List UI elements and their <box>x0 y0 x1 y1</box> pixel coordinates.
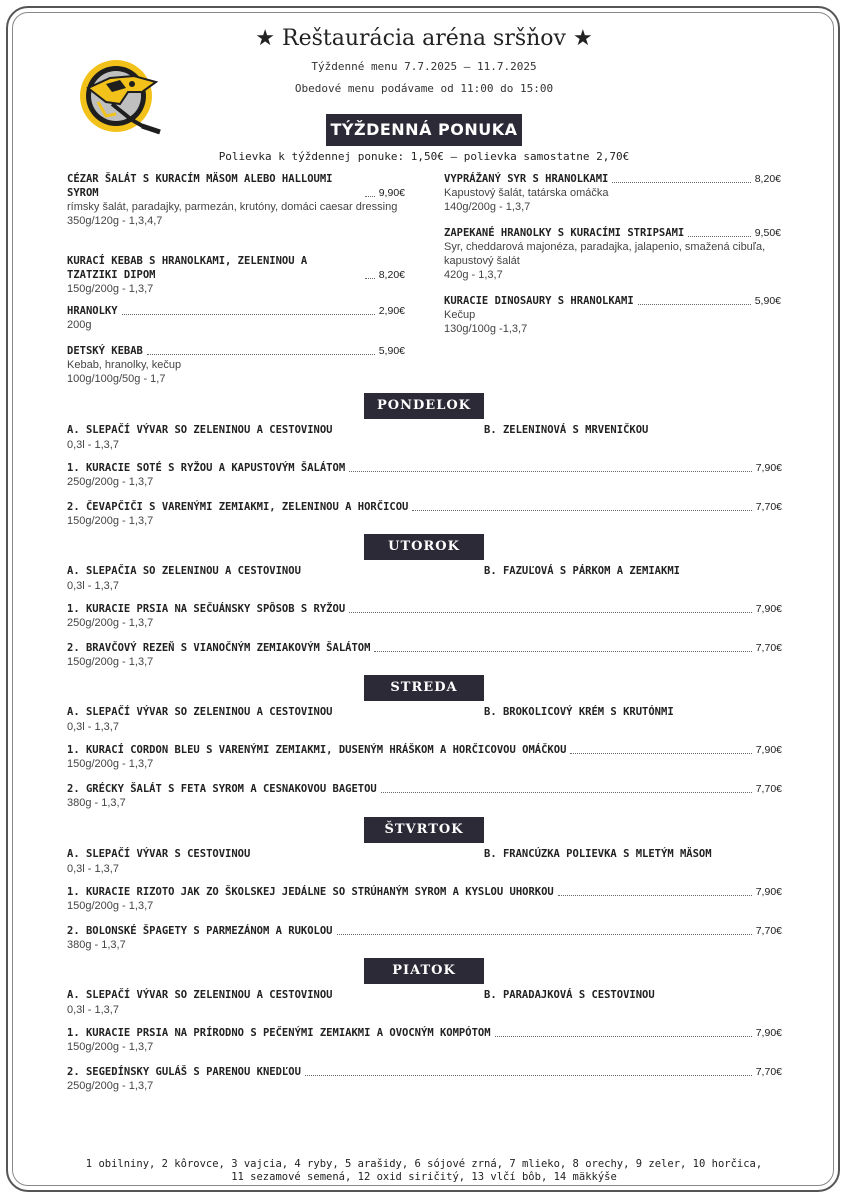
dot-leader <box>349 471 752 472</box>
menu-item-name: 2. BOLONSKÉ ŠPAGETY S PARMEZÁNOM A RUKOLOU <box>67 925 333 937</box>
menu-item-weight: 350g/120g - 1,3,4,7 <box>67 215 163 227</box>
week-range: Týždenné menu 7.7.2025 – 11.7.2025 <box>311 60 537 73</box>
menu-item-weight: 420g - 1,3,7 <box>444 269 503 281</box>
menu-item-header <box>67 1065 782 1079</box>
menu-item-header <box>444 226 781 240</box>
menu-item <box>67 885 782 913</box>
dot-leader <box>147 354 375 355</box>
menu-item-name: 2. BRAVČOVÝ REZEŇ S VIANOČNÝM ZEMIAKOVÝM ŠALÁTOM <box>67 642 371 654</box>
dot-leader <box>305 1075 752 1076</box>
menu-item-header <box>67 924 782 938</box>
menu-item <box>67 782 782 810</box>
menu-item-name: 1. KURACIE PRSIA NA SEČUÁNSKY SPÔSOB S RYŽOU <box>67 603 346 615</box>
menu-item-price: 7,70€ <box>755 783 782 795</box>
menu-item-weight: 150g/200g - 1,3,7 <box>67 900 154 912</box>
menu-item-weight: 150g/200g - 1,3,7 <box>67 283 154 295</box>
day-banner: STREDA <box>364 675 484 701</box>
menu-item-weight: 250g/200g - 1,3,7 <box>67 617 154 629</box>
menu-item <box>67 172 405 228</box>
menu-item-name: KURACÍ KEBAB S HRANOLKAMI, ZELENINOU A TZATZIKI DIPOM <box>67 255 308 281</box>
page-title: ★ Reštaurácia aréna sršňov ★ <box>255 26 593 51</box>
menu-item-price: 7,90€ <box>755 462 782 474</box>
menu-item-header <box>67 743 782 757</box>
menu-item-weight: 100g/100g/50g - 1,7 <box>67 373 166 385</box>
menu-item <box>444 226 781 282</box>
menu-item-header <box>67 641 782 655</box>
allergens-line-1: 1 obilniny, 2 kôrovce, 3 vajcia, 4 ryby, 5 arašidy, 6 sójové zrná, 7 mlieko, 8 orechy, 9 zeler, 10 horčica, <box>85 1158 763 1170</box>
menu-item-weight: 250g/200g - 1,3,7 <box>67 1080 154 1092</box>
dot-leader <box>381 792 752 793</box>
menu-item-price: 7,90€ <box>755 1027 782 1039</box>
menu-item <box>67 254 405 296</box>
dot-leader <box>374 651 751 652</box>
menu-item <box>67 1065 782 1093</box>
dot-leader <box>122 314 375 315</box>
menu-item-header <box>67 254 405 282</box>
menu-item-name: 2. ČEVAPČIČI S VARENÝMI ZEMIAKMI, ZELENINOU A HORČICOU <box>67 501 409 513</box>
menu-item <box>67 344 405 386</box>
soup-b: B. ZELENINOVÁ S MRVENIČKOU <box>484 424 649 436</box>
menu-item-price: 7,70€ <box>755 501 782 513</box>
menu-item-header <box>67 304 405 318</box>
soup-note: 0,3l - 1,3,7 <box>67 863 119 875</box>
menu-item-name: 1. KURACIE SOTÉ S RYŽOU A KAPUSTOVÝM ŠALÁTOM <box>67 462 346 474</box>
menu-item <box>67 602 782 630</box>
menu-item <box>67 304 405 332</box>
menu-item-price: 7,70€ <box>755 925 782 937</box>
menu-item-description: Kebab, hranolky, kečup <box>67 359 182 371</box>
menu-item-weight: 380g - 1,3,7 <box>67 797 126 809</box>
dot-leader <box>495 1036 752 1037</box>
soup-a: A. SLEPAČÍ VÝVAR SO ZELENINOU A CESTOVINOU <box>67 989 333 1001</box>
menu-item-weight: 150g/200g - 1,3,7 <box>67 656 154 668</box>
soup-b: B. BROKOLICOVÝ KRÉM S KRUTÓNMI <box>484 706 674 718</box>
soup-note: 0,3l - 1,3,7 <box>67 721 119 733</box>
menu-item-weight: 140g/200g - 1,3,7 <box>444 201 531 213</box>
menu-item-weight: 200g <box>67 319 92 331</box>
menu-item-price: 8,20€ <box>754 173 781 185</box>
menu-item-header <box>67 782 782 796</box>
menu-item-price: 2,90€ <box>378 305 405 317</box>
menu-item-price: 5,90€ <box>378 345 405 357</box>
menu-item-name: 2. SEGEDÍNSKY GULÁŠ S PARENOU KNEDĽOU <box>67 1066 301 1078</box>
menu-item-name: 1. KURACIE RIZOTO JAK ZO ŠKOLSKEJ JEDÁLNE SO STRÚHANÝM SYROM A KYSLOU UHORKOU <box>67 886 554 898</box>
soup-note: 0,3l - 1,3,7 <box>67 580 119 592</box>
menu-item-weight: 130g/100g -1,3,7 <box>444 323 528 335</box>
soup-price-note: Polievka k týždennej ponuke: 1,50€ – polievka samostatne 2,70€ <box>218 150 630 163</box>
menu-item-name: KURACIE DINOSAURY S HRANOLKAMI <box>444 295 634 307</box>
soup-b: B. PARADAJKOVÁ S CESTOVINOU <box>484 989 655 1001</box>
soup-note: 0,3l - 1,3,7 <box>67 439 119 451</box>
menu-item-weight: 150g/200g - 1,3,7 <box>67 758 154 770</box>
allergens-line-2: 11 sezamové semená, 12 oxid siričitý, 13 vlčí bôb, 14 mäkkýše <box>231 1171 617 1183</box>
menu-item-weight: 150g/200g - 1,3,7 <box>67 515 154 527</box>
dot-leader <box>558 895 752 896</box>
menu-item-weight: 380g - 1,3,7 <box>67 939 126 951</box>
soup-a: A. SLEPAČIA SO ZELENINOU A CESTOVINOU <box>67 565 301 577</box>
menu-item-header <box>67 885 782 899</box>
dot-leader <box>349 612 752 613</box>
menu-item-price: 9,50€ <box>754 227 781 239</box>
menu-item <box>444 172 781 214</box>
menu-item <box>67 1026 782 1054</box>
dot-leader <box>688 236 751 237</box>
menu-item-header <box>67 172 405 200</box>
menu-item-description: Kečup <box>444 309 476 321</box>
menu-item-header <box>444 172 781 186</box>
dot-leader <box>638 304 751 305</box>
dot-leader <box>365 278 375 279</box>
dot-leader <box>365 196 375 197</box>
menu-item-name: ZAPEKANÉ HRANOLKY S KURACÍMI STRIPSAMI <box>444 227 685 239</box>
menu-item <box>67 500 782 528</box>
menu-item-weight: 250g/200g - 1,3,7 <box>67 476 154 488</box>
dot-leader <box>612 182 750 183</box>
menu-item-description: rímsky šalát, paradajky, parmezán, krutóny, domáci caesar dressing <box>67 201 398 213</box>
menu-item-name: 1. KURACIE PRSIA NA PRÍRODNO S PEČENÝMI ZEMIAKMI A OVOCNÝM KOMPÓTOM <box>67 1027 491 1039</box>
menu-item-header <box>67 500 782 514</box>
menu-item-price: 7,70€ <box>755 642 782 654</box>
soup-note: 0,3l - 1,3,7 <box>67 1004 119 1016</box>
menu-item-header <box>67 461 782 475</box>
menu-item <box>67 924 782 952</box>
menu-item-name: 1. KURACÍ CORDON BLEU S VARENÝMI ZEMIAKMI, DUSENÝM HRÁŠKOM A HORČICOVOU OMÁČKOU <box>67 744 567 756</box>
serving-hours: Obedové menu podávame od 11:00 do 15:00 <box>294 82 554 95</box>
menu-item <box>67 641 782 669</box>
menu-item-price: 7,90€ <box>755 744 782 756</box>
menu-item-weight: 150g/200g - 1,3,7 <box>67 1041 154 1053</box>
menu-item-header <box>67 1026 782 1040</box>
menu-item-price: 7,70€ <box>755 1066 782 1078</box>
soup-b: B. FRANCÚZKA POLIEVKA S MLETÝM MÄSOM <box>484 848 712 860</box>
dot-leader <box>412 510 751 511</box>
menu-item-price: 8,20€ <box>378 269 405 281</box>
menu-item-name: VYPRÁŽANÝ SYR S HRANOLKAMI <box>444 173 609 185</box>
day-banner: PONDELOK <box>364 393 484 419</box>
dot-leader <box>570 753 751 754</box>
menu-item-description: Syr, cheddarová majonéza, paradajka, jalapenio, smažená cibuľa, kapustový šalát <box>444 241 766 267</box>
menu-item-price: 7,90€ <box>755 886 782 898</box>
menu-item-price: 9,90€ <box>378 187 405 199</box>
allergens-legend <box>0 1158 848 1184</box>
weekly-offer-banner: TÝŽDENNÁ PONUKA <box>326 114 522 146</box>
menu-item-name: DETSKÝ KEBAB <box>67 345 143 357</box>
menu-item-name: HRANOLKY <box>67 305 118 317</box>
soup-a: A. SLEPAČÍ VÝVAR S CESTOVINOU <box>67 848 251 860</box>
day-banner: UTOROK <box>364 534 484 560</box>
dot-leader <box>337 934 752 935</box>
menu-item-header <box>67 602 782 616</box>
menu-item-price: 7,90€ <box>755 603 782 615</box>
menu-item-name: CÉZAR ŠALÁT S KURACÍM MÄSOM ALEBO HALLOUMI SYROM <box>67 173 333 199</box>
soup-b: B. FAZUĽOVÁ S PÁRKOM A ZEMIAKMI <box>484 565 680 577</box>
hornet-logo-icon <box>76 58 168 136</box>
menu-item <box>67 461 782 489</box>
menu-item-header <box>67 344 405 358</box>
soup-a: A. SLEPAČÍ VÝVAR SO ZELENINOU A CESTOVINOU <box>67 706 333 718</box>
menu-item <box>444 294 781 336</box>
menu-item-header <box>444 294 781 308</box>
day-banner: PIATOK <box>364 958 484 984</box>
menu-item <box>67 743 782 771</box>
menu-item-name: 2. GRÉCKY ŠALÁT S FETA SYROM A CESNAKOVOU BAGETOU <box>67 783 377 795</box>
menu-item-description: Kapustový šalát, tatárska omáčka <box>444 187 609 199</box>
day-banner: ŠTVRTOK <box>364 817 484 843</box>
menu-item-price: 5,90€ <box>754 295 781 307</box>
soup-a: A. SLEPAČÍ VÝVAR SO ZELENINOU A CESTOVINOU <box>67 424 333 436</box>
